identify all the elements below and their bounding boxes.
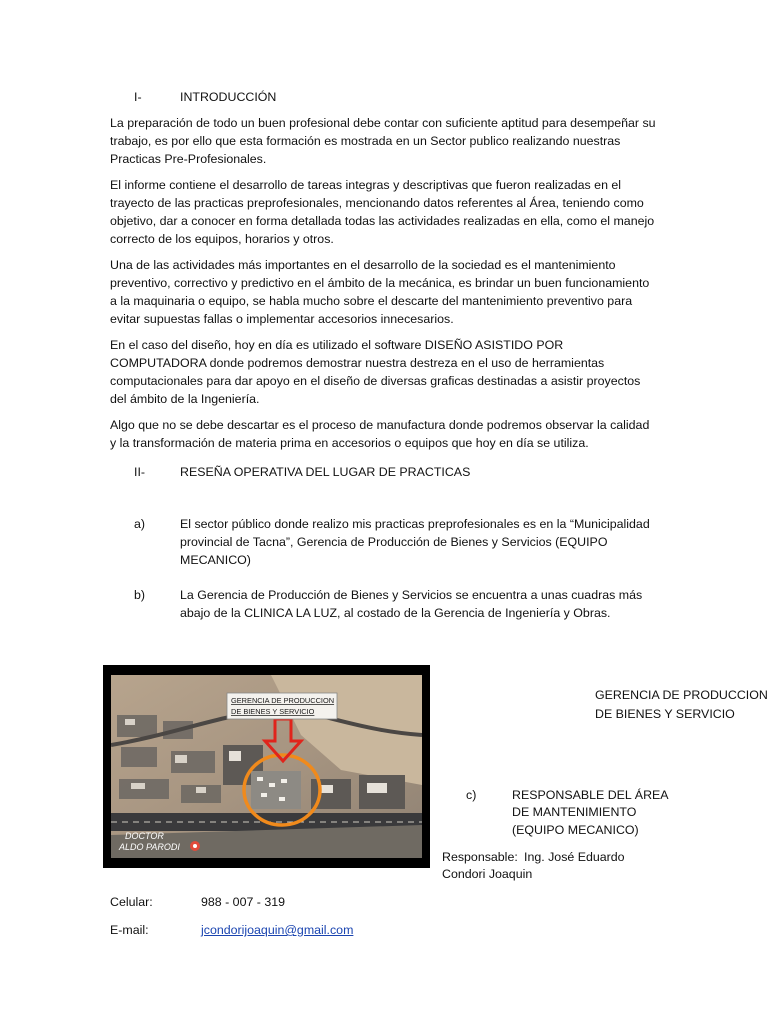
item-text-b: La Gerencia de Producción de Bienes y Servicios se encuentra a unas cuadras más abajo de la CLINICA LA LUZ, al costado de la Gerencia de Ingeniería y Obras. xyxy=(180,588,643,620)
paragraph-3: Una de las actividades más importantes en el desarrollo de la sociedad es el mantenimiento preventivo, correctivo y predictivo en el ámbito de la mecánica, es brindar un buen funcionamiento a la maquinaria o equipo, se habla mucho sobre el descarte del mantenimiento preventivo para evitar supuestas fallas o implementar accesorios innecesarios. xyxy=(110,258,650,326)
map-place-line2: ALDO PARODI xyxy=(119,842,180,852)
item-label-b: b) xyxy=(134,588,146,602)
section-number-review: II- xyxy=(134,465,146,479)
paragraph-4: En el caso del diseño, hoy en día es utilizado el software DISEÑO ASISTIDO POR COMPUTADORA donde podremos demostrar nuestra destreza en el uso de herramientas computacionales para dar apoyo en el diseño de diversas graficas destinadas a asistir proyectos del ámbito de la Ingeniería. xyxy=(110,338,641,406)
responsible-name-line2: Condori Joaquin xyxy=(442,867,533,881)
responsible-label: Responsable: xyxy=(442,850,518,864)
side-caption-line1: GERENCIA DE PRODUCCION xyxy=(595,688,768,702)
item-text-a: El sector público donde realizo mis practicas preprofesionales es en la “Municipalidad provincial de Tacna”, Gerencia de Producción de Bienes y Servicios (EQUIPO MECANICO) xyxy=(180,517,650,567)
phone-value: 988 - 007 - 319 xyxy=(201,895,286,909)
map-callout-line2: DE BIENES Y SERVICIO xyxy=(231,707,315,716)
responsible-section-line2: DE MANTENIMIENTO xyxy=(512,805,637,819)
section-title-review: RESEÑA OPERATIVA DEL LUGAR DE PRACTICAS xyxy=(180,465,471,479)
item-label-c: c) xyxy=(466,788,477,802)
responsible-name-line1: Ing. José Eduardo xyxy=(524,850,625,864)
section-number-intro: I- xyxy=(134,90,142,104)
paragraph-5: Algo que no se debe descartar es el proceso de manufactura donde podremos observar la calidad y la transformación de materia prima en accesorios o equipos que hoy en día se utiliza. xyxy=(110,418,650,450)
responsible-section-line1: RESPONSABLE DEL ÁREA xyxy=(512,788,669,802)
section-title-intro: INTRODUCCIÓN xyxy=(180,90,277,104)
item-label-a: a) xyxy=(134,517,146,531)
email-label: E-mail: xyxy=(110,923,149,937)
phone-label: Celular: xyxy=(110,895,153,909)
aerial-map-graphic xyxy=(111,675,422,858)
map-callout-line1: GERENCIA DE PRODUCCION xyxy=(231,696,335,705)
aerial-map-image xyxy=(103,665,430,868)
side-caption-line2: DE BIENES Y SERVICIO xyxy=(595,707,735,721)
map-place-line1: DOCTOR xyxy=(125,831,164,841)
email-link[interactable]: jcondorijoaquin@gmail.com xyxy=(201,923,354,937)
paragraph-1: La preparación de todo un buen profesional debe contar con suficiente aptitud para desempeñar su trabajo, es por ello que esta formación es mostrada en un Sector publico realizando nuestras Practicas Pre-Profesionales. xyxy=(110,116,656,166)
responsible-section-line3: (EQUIPO MECANICO) xyxy=(512,823,639,837)
paragraph-2: El informe contiene el desarrollo de tareas integras y descriptivas que fueron realizadas en el trayecto de las practicas preprofesionales, mencionando datos referentes al Área, teniendo como objetivo, dar a conocer en forma detallada todas las actividades realizadas en ella, como el manejo correcto de los equipos, horarios y otros. xyxy=(110,178,655,246)
